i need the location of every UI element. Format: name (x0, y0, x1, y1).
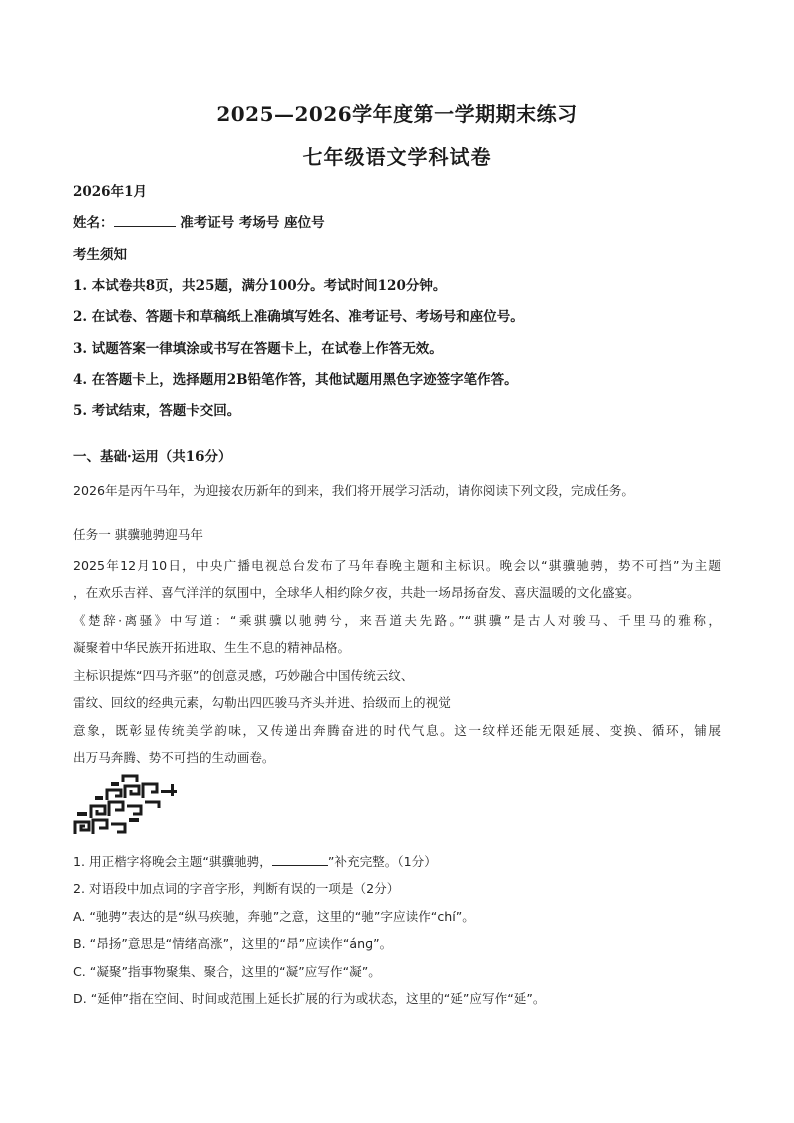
name-label: 姓名： (73, 215, 114, 231)
notice-item: 5. 考试结束，答题卡交回。 (73, 403, 241, 419)
passage-line: 主标识提炼“四马齐驱”的创意灵感，巧妙融合中国传统云纹、 (73, 668, 414, 683)
exam-subtitle: 七年级语文学科试卷 (302, 145, 492, 169)
passage-line: 意象，既彰显传统美学韵味，又传递出奔腾奋进的时代气息。这一纹样还能无限延展、变换、循环，铺展 (73, 723, 721, 738)
option-a: A. “驰骋”表达的是“纵马疾驰，奔驰”之意，这里的“驰”字应读作“chí”。 (73, 909, 475, 924)
passage-line: 出万马奔腾、势不可挡的生动画卷。 (73, 750, 275, 765)
option-d: D. “延伸”指在空间、时间或范围上延长扩展的行为或状态，这里的“延”应写作“延”。 (73, 991, 546, 1006)
passage-line: 雷纹、回纹的经典元素，勾勒出四匹骏马齐头并进、拾级而上的视觉 (73, 695, 451, 710)
four-horses-logo-image (71, 772, 183, 838)
question-1-points: ”补充完整。（1分） (327, 854, 437, 869)
candidate-info-row (73, 211, 325, 231)
notice-item: 1. 本试卷共8页，共25题，满分100分。考试时间120分钟。 (73, 278, 447, 294)
exam-date: 2026年1月 (73, 184, 147, 200)
candidate-fields: 准考证号 考场号 座位号 (180, 215, 325, 231)
notice-item: 3. 试题答案一律填涂或书写在答题卡上，在试卷上作答无效。 (73, 341, 443, 357)
question-2: 2. 对语段中加点词的字音字形，判断有误的一项是（2分） (73, 881, 400, 896)
task-title: 任务一 骐骥驰骋迎马年 (73, 527, 203, 542)
question-1 (73, 851, 437, 870)
passage-line: 《楚辞·离骚》中写道：“乘骐骥以驰骋兮，来吾道夫先路。”“骐骥”是古人对骏马、千里马的雅称， (73, 613, 721, 628)
answer-blank (272, 853, 328, 866)
option-c: C. “凝聚”指事物聚集、聚合，这里的“凝”应写作“凝”。 (73, 964, 381, 979)
question-1-text: 1. 用正楷字将晚会主题“骐骥驰骋， (73, 854, 272, 869)
passage-line: 2025年12月10日，中央广播电视总台发布了马年春晚主题和主标识。晚会以“骐骥驰骋，势不可挡”为主题 (73, 558, 721, 573)
section-heading: 一、基础·运用（共16分） (73, 449, 232, 465)
section-intro: 2026年是丙午马年，为迎接农历新年的到来，我们将开展学习活动，请你阅读下列文段，完成任务。 (73, 483, 634, 498)
notice-item: 4. 在答题卡上，选择题用2B铅笔作答，其他试题用黑色字迹签字笔作答。 (73, 372, 518, 388)
option-b: B. “昂扬”意思是“情绪高涨”，这里的“昂”应读作“ánɡ”。 (73, 936, 393, 951)
notice-heading: 考生须知 (73, 247, 127, 263)
passage-line: 凝聚着中华民族开拓进取、生生不息的精神品格。 (73, 640, 351, 655)
notice-item: 2. 在试卷、答题卡和草稿纸上准确填写姓名、准考证号、考场号和座位号。 (73, 309, 524, 325)
passage-line: ，在欢乐吉祥、喜气洋洋的氛围中，全球华人相约除夕夜，共赴一场昂扬奋发、喜庆温暖的文化盛宴。 (73, 585, 640, 600)
name-blank (114, 214, 176, 227)
exam-title: 2025—2026学年度第一学期期末练习 (216, 102, 578, 126)
